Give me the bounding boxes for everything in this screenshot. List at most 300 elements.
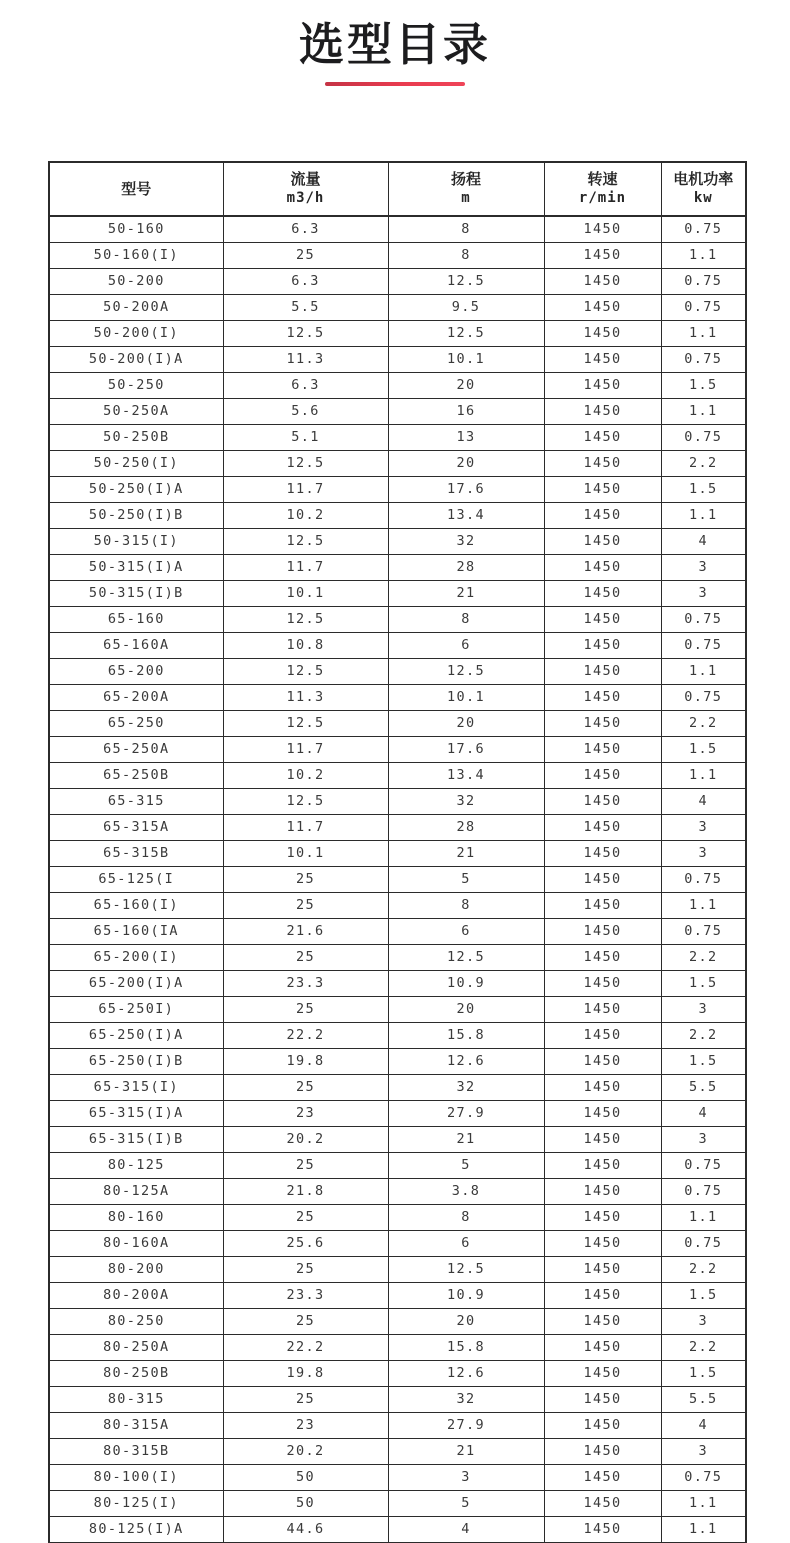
cell-speed: 1450 <box>544 476 661 502</box>
table-row <box>49 1438 746 1464</box>
cell-model: 50-200(I) <box>49 320 223 346</box>
cell-flow: 5.6 <box>223 398 388 424</box>
cell-model: 65-315B <box>49 840 223 866</box>
cell-flow: 12.5 <box>223 450 388 476</box>
cell-model: 50-250 <box>49 372 223 398</box>
table-row <box>49 1100 746 1126</box>
cell-head: 20 <box>388 450 544 476</box>
table-row <box>49 268 746 294</box>
cell-head: 8 <box>388 892 544 918</box>
table-row <box>49 1308 746 1334</box>
cell-model: 50-200 <box>49 268 223 294</box>
cell-flow: 10.8 <box>223 632 388 658</box>
table-row <box>49 710 746 736</box>
cell-speed: 1450 <box>544 320 661 346</box>
cell-speed: 1450 <box>544 424 661 450</box>
cell-power: 1.1 <box>661 502 746 528</box>
cell-speed: 1450 <box>544 1074 661 1100</box>
cell-power: 1.1 <box>661 242 746 268</box>
cell-power: 0.75 <box>661 216 746 242</box>
cell-head: 13.4 <box>388 502 544 528</box>
cell-flow: 6.3 <box>223 268 388 294</box>
cell-model: 65-160(I) <box>49 892 223 918</box>
cell-flow: 5.1 <box>223 424 388 450</box>
cell-head: 17.6 <box>388 736 544 762</box>
cell-head: 15.8 <box>388 1022 544 1048</box>
cell-model: 65-250(I)A <box>49 1022 223 1048</box>
table-row <box>49 684 746 710</box>
cell-power: 2.2 <box>661 710 746 736</box>
cell-head: 8 <box>388 606 544 632</box>
cell-head: 5 <box>388 866 544 892</box>
cell-speed: 1450 <box>544 268 661 294</box>
column-unit: kw <box>693 190 713 206</box>
cell-model: 80-125(I) <box>49 1490 223 1516</box>
cell-model: 80-315 <box>49 1386 223 1412</box>
cell-power: 0.75 <box>661 1464 746 1490</box>
cell-flow: 10.2 <box>223 762 388 788</box>
cell-flow: 25.6 <box>223 1230 388 1256</box>
column-label: 扬程 <box>450 171 481 188</box>
cell-head: 5 <box>388 1490 544 1516</box>
cell-speed: 1450 <box>544 554 661 580</box>
cell-head: 9.5 <box>388 294 544 320</box>
cell-head: 27.9 <box>388 1412 544 1438</box>
cell-speed: 1450 <box>544 1360 661 1386</box>
cell-speed: 1450 <box>544 970 661 996</box>
cell-head: 21 <box>388 840 544 866</box>
cell-model: 65-200 <box>49 658 223 684</box>
table-header <box>49 162 746 216</box>
cell-speed: 1450 <box>544 1152 661 1178</box>
table-row <box>49 606 746 632</box>
table-row <box>49 762 746 788</box>
table-row <box>49 398 746 424</box>
cell-power: 3 <box>661 554 746 580</box>
table-row <box>49 554 746 580</box>
cell-model: 50-315(I)B <box>49 580 223 606</box>
cell-flow: 25 <box>223 1204 388 1230</box>
cell-model: 80-160 <box>49 1204 223 1230</box>
cell-model: 80-100(I) <box>49 1464 223 1490</box>
cell-model: 80-125(I)A <box>49 1516 223 1542</box>
table-row <box>49 892 746 918</box>
cell-model: 65-315A <box>49 814 223 840</box>
cell-flow: 22.2 <box>223 1334 388 1360</box>
cell-model: 80-200 <box>49 1256 223 1282</box>
cell-model: 50-315(I) <box>49 528 223 554</box>
cell-flow: 25 <box>223 1074 388 1100</box>
cell-model: 80-250 <box>49 1308 223 1334</box>
cell-model: 65-250B <box>49 762 223 788</box>
cell-flow: 23 <box>223 1412 388 1438</box>
cell-model: 50-250(I)A <box>49 476 223 502</box>
table-row <box>49 1048 746 1074</box>
table-row <box>49 1204 746 1230</box>
cell-flow: 11.3 <box>223 346 388 372</box>
table-row <box>49 476 746 502</box>
table-row <box>49 528 746 554</box>
cell-model: 80-200A <box>49 1282 223 1308</box>
cell-model: 65-250(I)B <box>49 1048 223 1074</box>
cell-head: 16 <box>388 398 544 424</box>
cell-flow: 25 <box>223 1152 388 1178</box>
cell-head: 8 <box>388 242 544 268</box>
cell-power: 1.5 <box>661 1282 746 1308</box>
cell-model: 50-250A <box>49 398 223 424</box>
cell-model: 80-250A <box>49 1334 223 1360</box>
cell-model: 80-125 <box>49 1152 223 1178</box>
cell-power: 3 <box>661 1126 746 1152</box>
cell-head: 32 <box>388 1386 544 1412</box>
table-row <box>49 1386 746 1412</box>
cell-head: 28 <box>388 554 544 580</box>
cell-flow: 23.3 <box>223 1282 388 1308</box>
cell-speed: 1450 <box>544 1490 661 1516</box>
cell-model: 65-160 <box>49 606 223 632</box>
cell-speed: 1450 <box>544 632 661 658</box>
cell-model: 50-200(I)A <box>49 346 223 372</box>
cell-speed: 1450 <box>544 996 661 1022</box>
cell-power: 0.75 <box>661 1152 746 1178</box>
table-row <box>49 1464 746 1490</box>
cell-model: 65-200(I) <box>49 944 223 970</box>
cell-power: 0.75 <box>661 1230 746 1256</box>
cell-power: 1.1 <box>661 658 746 684</box>
cell-speed: 1450 <box>544 1100 661 1126</box>
cell-flow: 23.3 <box>223 970 388 996</box>
table-row <box>49 788 746 814</box>
cell-power: 1.5 <box>661 476 746 502</box>
cell-model: 80-315A <box>49 1412 223 1438</box>
cell-power: 1.1 <box>661 1516 746 1542</box>
cell-flow: 25 <box>223 1256 388 1282</box>
cell-flow: 19.8 <box>223 1360 388 1386</box>
cell-model: 65-250A <box>49 736 223 762</box>
table-row <box>49 424 746 450</box>
cell-flow: 11.7 <box>223 554 388 580</box>
cell-flow: 23 <box>223 1100 388 1126</box>
cell-head: 20 <box>388 996 544 1022</box>
cell-head: 8 <box>388 1204 544 1230</box>
cell-head: 12.5 <box>388 658 544 684</box>
cell-speed: 1450 <box>544 1412 661 1438</box>
cell-head: 21 <box>388 1126 544 1152</box>
cell-speed: 1450 <box>544 1048 661 1074</box>
cell-model: 65-160A <box>49 632 223 658</box>
cell-model: 50-160(I) <box>49 242 223 268</box>
cell-power: 1.1 <box>661 762 746 788</box>
cell-model: 65-315 <box>49 788 223 814</box>
column-label: 电机功率 <box>673 171 734 188</box>
cell-power: 1.5 <box>661 372 746 398</box>
cell-speed: 1450 <box>544 892 661 918</box>
cell-speed: 1450 <box>544 1386 661 1412</box>
cell-model: 50-200A <box>49 294 223 320</box>
column-header-power <box>661 162 746 216</box>
cell-speed: 1450 <box>544 866 661 892</box>
table-row <box>49 1360 746 1386</box>
cell-speed: 1450 <box>544 450 661 476</box>
cell-flow: 20.2 <box>223 1438 388 1464</box>
cell-flow: 44.6 <box>223 1516 388 1542</box>
cell-head: 17.6 <box>388 476 544 502</box>
cell-power: 4 <box>661 528 746 554</box>
cell-head: 3.8 <box>388 1178 544 1204</box>
table-row <box>49 1230 746 1256</box>
cell-power: 5.5 <box>661 1386 746 1412</box>
cell-model: 65-315(I) <box>49 1074 223 1100</box>
column-unit: m3/h <box>286 190 325 206</box>
cell-model: 50-315(I)A <box>49 554 223 580</box>
cell-head: 6 <box>388 918 544 944</box>
cell-flow: 25 <box>223 1308 388 1334</box>
cell-model: 65-315(I)B <box>49 1126 223 1152</box>
cell-power: 0.75 <box>661 918 746 944</box>
cell-power: 0.75 <box>661 1178 746 1204</box>
cell-flow: 25 <box>223 1386 388 1412</box>
table-row <box>49 294 746 320</box>
cell-power: 4 <box>661 788 746 814</box>
cell-power: 3 <box>661 996 746 1022</box>
cell-speed: 1450 <box>544 944 661 970</box>
cell-flow: 25 <box>223 892 388 918</box>
cell-flow: 50 <box>223 1464 388 1490</box>
cell-head: 32 <box>388 1074 544 1100</box>
page-title: 选型目录 <box>298 19 491 70</box>
cell-head: 20 <box>388 372 544 398</box>
cell-power: 4 <box>661 1100 746 1126</box>
table-row <box>49 372 746 398</box>
column-label: 转速 <box>587 171 618 188</box>
cell-flow: 11.7 <box>223 476 388 502</box>
header-row <box>49 162 746 216</box>
cell-power: 0.75 <box>661 866 746 892</box>
cell-speed: 1450 <box>544 710 661 736</box>
table-row <box>49 1022 746 1048</box>
cell-power: 2.2 <box>661 450 746 476</box>
cell-head: 12.6 <box>388 1360 544 1386</box>
cell-head: 3 <box>388 1464 544 1490</box>
cell-head: 20 <box>388 1308 544 1334</box>
table-row <box>49 502 746 528</box>
table-row <box>49 736 746 762</box>
table-row <box>49 1152 746 1178</box>
cell-speed: 1450 <box>544 1516 661 1542</box>
cell-model: 80-125A <box>49 1178 223 1204</box>
cell-head: 13 <box>388 424 544 450</box>
table-row <box>49 1178 746 1204</box>
cell-flow: 25 <box>223 866 388 892</box>
cell-speed: 1450 <box>544 528 661 554</box>
cell-head: 4 <box>388 1516 544 1542</box>
cell-head: 13.4 <box>388 762 544 788</box>
catalog-page <box>0 19 790 1537</box>
cell-head: 28 <box>388 814 544 840</box>
cell-speed: 1450 <box>544 242 661 268</box>
cell-speed: 1450 <box>544 814 661 840</box>
cell-power: 3 <box>661 580 746 606</box>
cell-flow: 25 <box>223 996 388 1022</box>
cell-power: 1.1 <box>661 1490 746 1516</box>
cell-speed: 1450 <box>544 502 661 528</box>
table-row <box>49 658 746 684</box>
cell-flow: 22.2 <box>223 1022 388 1048</box>
cell-speed: 1450 <box>544 840 661 866</box>
cell-power: 1.5 <box>661 736 746 762</box>
cell-model: 50-250B <box>49 424 223 450</box>
table-row <box>49 216 746 242</box>
table-row <box>49 814 746 840</box>
cell-flow: 11.7 <box>223 814 388 840</box>
cell-power: 0.75 <box>661 346 746 372</box>
cell-flow: 12.5 <box>223 320 388 346</box>
cell-head: 15.8 <box>388 1334 544 1360</box>
cell-flow: 50 <box>223 1490 388 1516</box>
column-label: 流量 <box>290 171 321 188</box>
cell-flow: 25 <box>223 944 388 970</box>
cell-power: 2.2 <box>661 1256 746 1282</box>
cell-speed: 1450 <box>544 658 661 684</box>
cell-speed: 1450 <box>544 1438 661 1464</box>
cell-speed: 1450 <box>544 1178 661 1204</box>
table-row <box>49 1516 746 1542</box>
cell-power: 0.75 <box>661 268 746 294</box>
cell-speed: 1450 <box>544 294 661 320</box>
column-header-speed <box>544 162 661 216</box>
cell-speed: 1450 <box>544 1126 661 1152</box>
cell-power: 3 <box>661 840 746 866</box>
cell-speed: 1450 <box>544 1464 661 1490</box>
cell-flow: 19.8 <box>223 1048 388 1074</box>
cell-head: 6 <box>388 632 544 658</box>
table-row <box>49 580 746 606</box>
cell-head: 10.9 <box>388 970 544 996</box>
cell-head: 12.5 <box>388 268 544 294</box>
cell-head: 32 <box>388 528 544 554</box>
column-header-model <box>49 162 223 216</box>
cell-speed: 1450 <box>544 1282 661 1308</box>
cell-power: 0.75 <box>661 632 746 658</box>
cell-flow: 10.1 <box>223 580 388 606</box>
cell-speed: 1450 <box>544 1204 661 1230</box>
cell-power: 0.75 <box>661 684 746 710</box>
cell-power: 1.1 <box>661 398 746 424</box>
cell-speed: 1450 <box>544 372 661 398</box>
table-row <box>49 242 746 268</box>
cell-speed: 1450 <box>544 1230 661 1256</box>
cell-model: 65-160(IA <box>49 918 223 944</box>
cell-power: 2.2 <box>661 1334 746 1360</box>
column-header-flow <box>223 162 388 216</box>
cell-speed: 1450 <box>544 684 661 710</box>
table-row <box>49 996 746 1022</box>
title-divider <box>325 82 465 86</box>
column-unit: m <box>461 190 471 206</box>
cell-power: 1.5 <box>661 970 746 996</box>
cell-model: 80-250B <box>49 1360 223 1386</box>
table-row <box>49 1126 746 1152</box>
cell-power: 3 <box>661 814 746 840</box>
cell-head: 12.5 <box>388 320 544 346</box>
cell-flow: 12.5 <box>223 658 388 684</box>
table-row <box>49 918 746 944</box>
table-row <box>49 1412 746 1438</box>
cell-flow: 10.1 <box>223 840 388 866</box>
cell-head: 12.6 <box>388 1048 544 1074</box>
cell-flow: 21.6 <box>223 918 388 944</box>
cell-flow: 11.3 <box>223 684 388 710</box>
cell-power: 1.1 <box>661 320 746 346</box>
cell-flow: 10.2 <box>223 502 388 528</box>
cell-power: 0.75 <box>661 606 746 632</box>
cell-head: 20 <box>388 710 544 736</box>
cell-speed: 1450 <box>544 736 661 762</box>
cell-speed: 1450 <box>544 216 661 242</box>
table-row <box>49 840 746 866</box>
cell-head: 6 <box>388 1230 544 1256</box>
table-row <box>49 1282 746 1308</box>
cell-power: 1.5 <box>661 1048 746 1074</box>
cell-power: 2.2 <box>661 944 746 970</box>
cell-power: 0.75 <box>661 424 746 450</box>
column-unit: r/min <box>578 190 627 206</box>
table-row <box>49 1074 746 1100</box>
table-row <box>49 346 746 372</box>
cell-speed: 1450 <box>544 1022 661 1048</box>
cell-speed: 1450 <box>544 788 661 814</box>
cell-model: 50-160 <box>49 216 223 242</box>
table-row <box>49 1334 746 1360</box>
cell-power: 1.1 <box>661 892 746 918</box>
cell-flow: 6.3 <box>223 216 388 242</box>
cell-speed: 1450 <box>544 398 661 424</box>
cell-flow: 25 <box>223 242 388 268</box>
cell-speed: 1450 <box>544 346 661 372</box>
table-row <box>49 632 746 658</box>
cell-model: 65-200A <box>49 684 223 710</box>
table-row <box>49 1490 746 1516</box>
cell-head: 5 <box>388 1152 544 1178</box>
cell-flow: 12.5 <box>223 710 388 736</box>
cell-speed: 1450 <box>544 1308 661 1334</box>
cell-flow: 12.5 <box>223 788 388 814</box>
cell-power: 1.5 <box>661 1360 746 1386</box>
cell-model: 65-200(I)A <box>49 970 223 996</box>
cell-flow: 5.5 <box>223 294 388 320</box>
cell-power: 3 <box>661 1438 746 1464</box>
cell-head: 10.9 <box>388 1282 544 1308</box>
cell-head: 10.1 <box>388 684 544 710</box>
cell-speed: 1450 <box>544 1334 661 1360</box>
cell-head: 12.5 <box>388 944 544 970</box>
cell-speed: 1450 <box>544 606 661 632</box>
cell-head: 27.9 <box>388 1100 544 1126</box>
cell-flow: 12.5 <box>223 528 388 554</box>
cell-model: 65-250 <box>49 710 223 736</box>
cell-model: 65-125(I <box>49 866 223 892</box>
column-label: 型号 <box>121 180 152 198</box>
cell-head: 21 <box>388 1438 544 1464</box>
cell-head: 10.1 <box>388 346 544 372</box>
cell-head: 12.5 <box>388 1256 544 1282</box>
cell-head: 21 <box>388 580 544 606</box>
cell-power: 4 <box>661 1412 746 1438</box>
table-row <box>49 866 746 892</box>
cell-head: 8 <box>388 216 544 242</box>
cell-model: 50-250(I) <box>49 450 223 476</box>
table-body <box>49 216 746 1542</box>
